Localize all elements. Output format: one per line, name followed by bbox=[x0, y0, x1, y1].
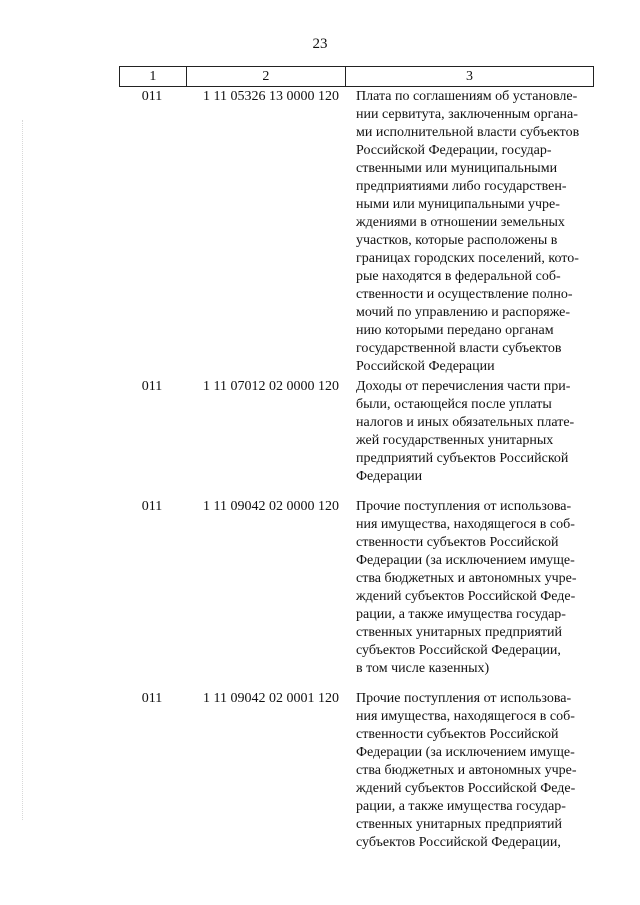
description-line: ственности субъектов Российской bbox=[356, 727, 559, 742]
description-line: Федерации (за исключением имуще- bbox=[356, 553, 575, 568]
table-row bbox=[119, 498, 594, 678]
page-number: 23 bbox=[312, 36, 328, 52]
description-line: Российской Федерации, государ- bbox=[356, 143, 552, 158]
revenue-codes-table bbox=[119, 66, 594, 850]
description-line: ния имущества, находящегося в соб- bbox=[356, 517, 575, 532]
description-line: государственной власти субъектов bbox=[356, 341, 562, 356]
column-header-2: 2 bbox=[186, 67, 345, 86]
description-line: ства бюджетных и автономных учре- bbox=[356, 571, 577, 586]
admin-code: 011 bbox=[141, 379, 163, 394]
description-line: Плата по соглашениям об установле- bbox=[356, 89, 578, 104]
description-line: ственности субъектов Российской bbox=[356, 535, 559, 550]
table-header bbox=[119, 66, 594, 87]
admin-code: 011 bbox=[141, 499, 163, 514]
description-line: ственными или муниципальными bbox=[356, 161, 558, 176]
column-header-1: 1 bbox=[149, 69, 157, 84]
description-line: жей государственных унитарных bbox=[356, 433, 554, 448]
column-header-3: 3 bbox=[345, 67, 593, 86]
revenue-description bbox=[345, 378, 594, 486]
budget-classification-code: 1 11 09042 02 0001 120 bbox=[203, 691, 339, 706]
description-line: Доходы от перечисления части при- bbox=[356, 379, 571, 394]
table-row bbox=[119, 378, 594, 486]
description-line: субъектов Российской Федерации, bbox=[356, 643, 561, 658]
table-row bbox=[119, 690, 594, 852]
description-line: мочий по управлению и распоряже- bbox=[356, 305, 571, 320]
description-line: Федерации bbox=[356, 469, 423, 484]
description-line: предприятий субъектов Российской bbox=[356, 451, 569, 466]
description-line: границах городских поселений, кото- bbox=[356, 251, 579, 266]
admin-code: 011 bbox=[141, 89, 163, 104]
revenue-description bbox=[345, 88, 594, 376]
description-line: рые находятся в федеральной соб- bbox=[356, 269, 561, 284]
description-line: нию которыми передано органам bbox=[356, 323, 554, 338]
description-line: Прочие поступления от использова- bbox=[356, 691, 572, 706]
budget-classification-code: 1 11 07012 02 0000 120 bbox=[203, 379, 339, 394]
description-line: ства бюджетных и автономных учре- bbox=[356, 763, 577, 778]
table-row bbox=[119, 88, 594, 376]
description-line: ждений субъектов Российской Феде- bbox=[356, 589, 576, 604]
description-line: предприятиями либо государствен- bbox=[356, 179, 567, 194]
description-line: рации, а также имущества государ- bbox=[356, 799, 566, 814]
description-line: были, остающейся после уплаты bbox=[356, 397, 552, 412]
scan-artifact bbox=[22, 120, 25, 820]
description-line: нии сервитута, заключенным органа- bbox=[356, 107, 578, 122]
description-line: ждениями в отношении земельных bbox=[356, 215, 565, 230]
admin-code: 011 bbox=[141, 691, 163, 706]
revenue-description bbox=[345, 498, 594, 678]
budget-classification-code: 1 11 05326 13 0000 120 bbox=[203, 89, 339, 104]
description-line: субъектов Российской Федерации, bbox=[356, 835, 561, 850]
description-line: ственности и осуществление полно- bbox=[356, 287, 573, 302]
description-line: рации, а также имущества государ- bbox=[356, 607, 566, 622]
description-line: Российской Федерации bbox=[356, 359, 495, 374]
description-line: ми исполнительной власти субъектов bbox=[356, 125, 580, 140]
description-line: ственных унитарных предприятий bbox=[356, 625, 563, 640]
description-line: в том числе казенных) bbox=[356, 661, 490, 676]
description-line: Федерации (за исключением имуще- bbox=[356, 745, 575, 760]
description-line: ными или муниципальными учре- bbox=[356, 197, 560, 212]
description-line: налогов и иных обязательных плате- bbox=[356, 415, 575, 430]
description-line: ственных унитарных предприятий bbox=[356, 817, 563, 832]
description-line: ния имущества, находящегося в соб- bbox=[356, 709, 575, 724]
description-line: ждений субъектов Российской Феде- bbox=[356, 781, 576, 796]
description-line: Прочие поступления от использова- bbox=[356, 499, 572, 514]
description-line: участков, которые расположены в bbox=[356, 233, 558, 248]
budget-classification-code: 1 11 09042 02 0000 120 bbox=[203, 499, 339, 514]
revenue-description bbox=[345, 690, 594, 852]
